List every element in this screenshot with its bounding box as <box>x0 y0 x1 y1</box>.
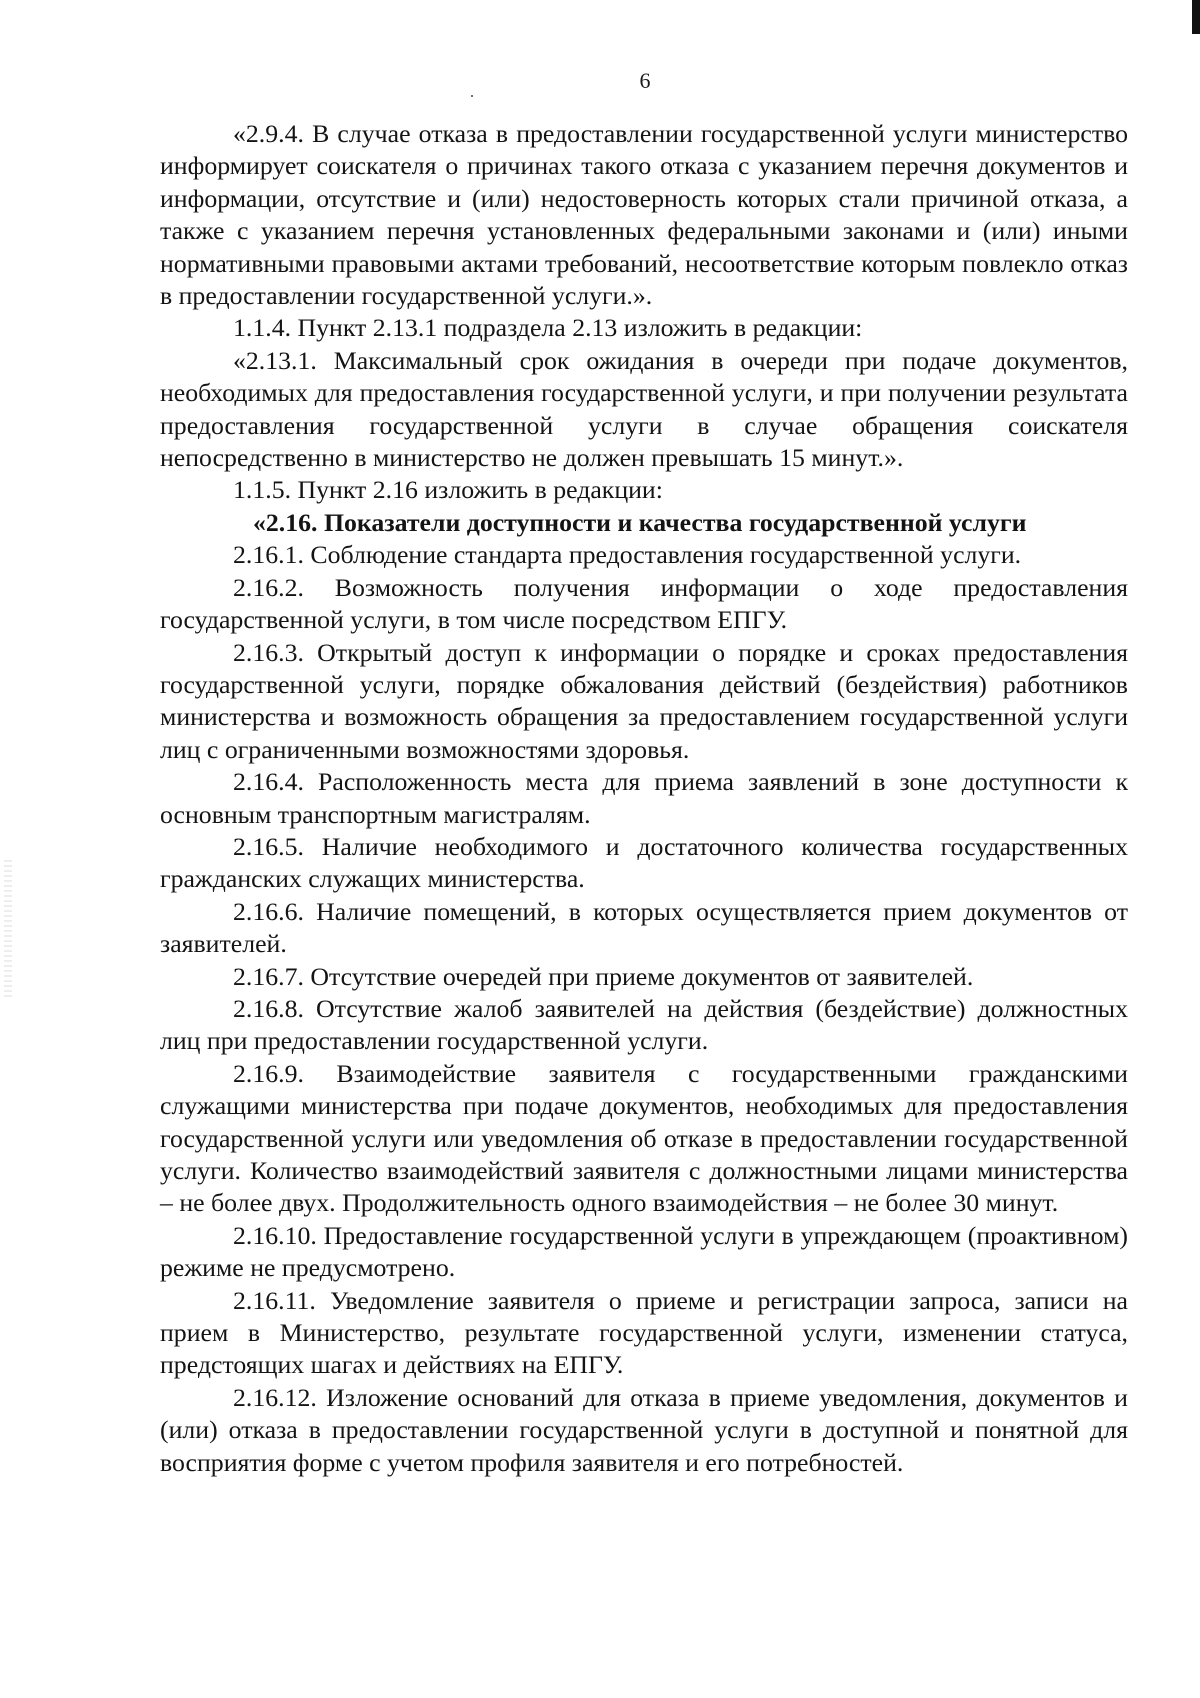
paragraph-2-16-8: 2.16.8. Отсутствие жалоб заявителей на действия (бездействие) должностных лиц при предоставлении государственной услуги. <box>160 993 1128 1056</box>
paragraph-2-16-4: 2.16.4. Расположенность места для приема заявлений в зоне доступности к основным транспортным магистралям. <box>160 767 1128 829</box>
paragraph-2-16-1: 2.16.1. Соблюдение стандарта предоставления государственной услуги. <box>233 540 1022 570</box>
paragraph-2-16-10: 2.16.10. Предоставление государственной услуги в упреждающем (проактивном) режиме не предусмотрено. <box>160 1220 1128 1283</box>
paragraph-2-16-5: 2.16.5. Наличие необходимого и достаточного количества государственных гражданских служащих министерства. <box>160 831 1128 894</box>
paragraph-2-16-12: 2.16.12. Изложение оснований для отказа в приеме уведомления, документов и (или) отказа в предоставлении государственной услуги в доступной и понятной для восприятия форме с учетом профиля заявителя и его потребностей. <box>160 1382 1128 1477</box>
section-heading-2-16: «2.16. Показатели доступности и качества государственной услуги <box>253 507 1027 537</box>
paragraph-2-16-3: 2.16.3. Открытый доступ к информации о порядке и сроках предоставления государственной услуги, порядке обжалования действий (бездействия) работников министерства и возможность обращения за предоставлением государственной услуги лиц с ограниченными возможностями здоровья. <box>160 637 1128 764</box>
paragraph-2-16-11: 2.16.11. Уведомление заявителя о приеме и регистрации запроса, записи на прием в Министерство, результате государственной услуги, изменении статуса, предстоящих шагах и действиях на ЕПГУ. <box>160 1285 1128 1380</box>
document-body <box>160 118 1128 1479</box>
paragraph-1-1-5: 1.1.5. Пункт 2.16 изложить в редакции: <box>233 475 663 505</box>
paragraph-2-16-2: 2.16.2. Возможность получения информации о ходе предоставления государственной услуги, в том числе посредством ЕПГУ. <box>160 572 1128 635</box>
scan-edge-mark <box>1192 0 1200 34</box>
scan-speck <box>471 95 473 97</box>
page-number: 6 <box>639 68 651 93</box>
paragraph-2-16-7: 2.16.7. Отсутствие очередей при приеме документов от заявителей. <box>233 961 974 991</box>
paragraph-2-16-6: 2.16.6. Наличие помещений, в которых осуществляется прием документов от заявителей. <box>160 896 1128 959</box>
paragraph-2-9-4: «2.9.4. В случае отказа в предоставлении государственной услуги министерство информирует соискателя о причинах такого отказа с указанием перечня документов и информации, отсутствие и (или) недостоверность которых стали причиной отказа, а также с указанием перечня установленных федеральными законами и (или) иными нормативными правовыми актами требований, несоответствие которым повлекло отказ в предоставлении государственной услуги.». <box>160 119 1128 311</box>
paragraph-2-16-9: 2.16.9. Взаимодействие заявителя с государственными гражданскими служащими министерства при подаче документов, необходимых для предоставления государственной услуги или уведомления об отказе в предоставлении государственной услуги. Количество взаимодействий заявителя с должностными лицами министерства – не более двух. Продолжительность одного взаимодействия – не более 30 минут. <box>160 1058 1128 1218</box>
paragraph-2-13-1: «2.13.1. Максимальный срок ожидания в очереди при подаче документов, необходимых для предоставления государственной услуги, и при получении результата предоставления государственной услуги в случае обращения соискателя непосредственно в министерство не должен превышать 15 минут.». <box>160 345 1128 473</box>
paragraph-1-1-4: 1.1.4. Пункт 2.13.1 подраздела 2.13 изложить в редакции: <box>233 313 863 343</box>
scan-edge-noise <box>4 860 12 1000</box>
